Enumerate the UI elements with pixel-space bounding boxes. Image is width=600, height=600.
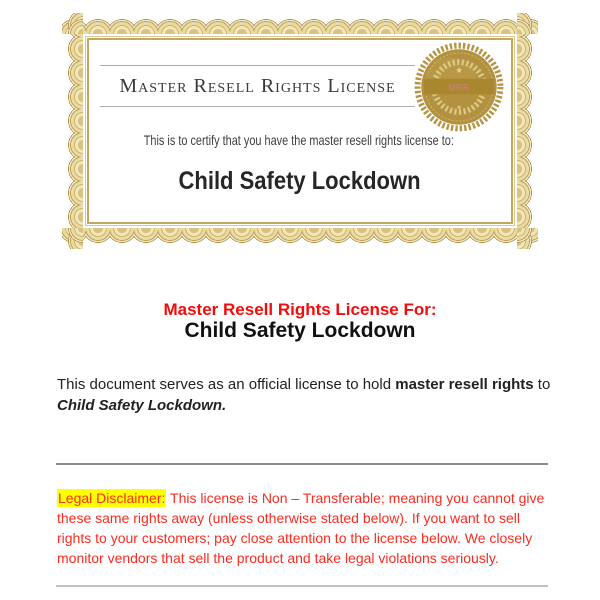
seal-dot bbox=[457, 106, 460, 109]
text-segment: master resell rights bbox=[395, 376, 534, 393]
certificate-border-corner bbox=[517, 228, 538, 249]
certificate-border-corner bbox=[62, 13, 83, 34]
certificate-panel bbox=[87, 38, 513, 224]
text-segment: This document serves as an official license to hold bbox=[57, 376, 396, 393]
certificate-border-bottom bbox=[62, 228, 538, 249]
text-segment: Child Safety Lockdown. bbox=[57, 397, 227, 414]
certificate-certify-line: This is to certify that you have the master resell rights license to: bbox=[143, 132, 454, 148]
mrr-seal-icon bbox=[413, 41, 505, 133]
certificate-title: Master Resell Rights License bbox=[119, 75, 396, 97]
seal-star-icon: ★ bbox=[455, 66, 463, 76]
highlighted-label: Legal Disclaimer: bbox=[58, 490, 166, 506]
legal-disclaimer-paragraph bbox=[57, 488, 582, 568]
text-segment: these same rights away (unless otherwise stated below). If you want to sell bbox=[57, 510, 520, 526]
certificate-border-corner bbox=[62, 228, 83, 249]
divider-rule-bottom bbox=[56, 585, 548, 587]
divider-rule-top bbox=[56, 463, 548, 465]
text-segment: This license is Non – Transferable; meaning you cannot give bbox=[166, 490, 545, 506]
certificate-product-name: Child Safety Lockdown bbox=[178, 167, 422, 195]
text-segment: to bbox=[533, 376, 551, 393]
certificate-border-right bbox=[517, 13, 538, 249]
certificate-border-left bbox=[62, 13, 83, 249]
license-certificate bbox=[62, 13, 538, 249]
certificate-border-corner bbox=[517, 13, 538, 34]
certificate-title-block bbox=[100, 65, 415, 107]
text-segment: monitor vendors that sell the product and take legal violations seriously. bbox=[57, 550, 499, 566]
text-segment: rights to your customers; pay close attention to the license below. We closely bbox=[57, 530, 533, 546]
seal-monogram: MRR bbox=[448, 82, 470, 93]
license-paragraph bbox=[57, 374, 582, 416]
certificate-border-top bbox=[62, 13, 538, 34]
license-for-heading: Master Resell Rights License For: bbox=[163, 300, 437, 319]
product-name-heading: Child Safety Lockdown bbox=[184, 319, 416, 342]
